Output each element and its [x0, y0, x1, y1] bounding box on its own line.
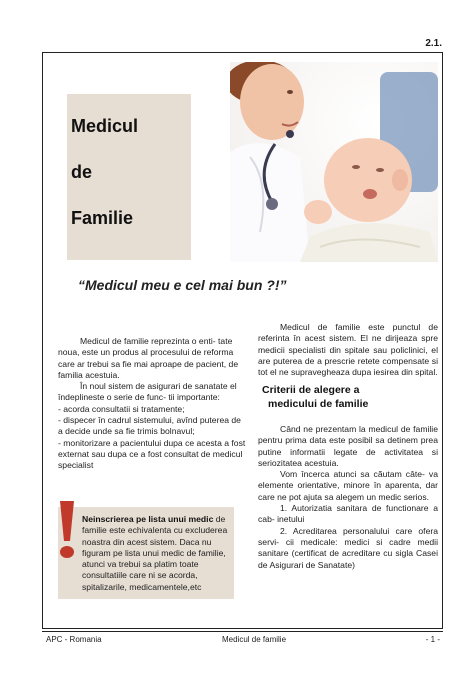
- bullet-item: - acorda consultatii si tratamente;: [58, 403, 185, 414]
- criteria-body: [258, 424, 438, 571]
- footer-rule: [42, 631, 443, 632]
- note-body: de familie este echivalenta cu excluderea noastra din acest sistem. Daca nu figuram pe lista unui medic de familie, atunci va trebui sa platim toate consultatiile care ni se acorda, spitalizarile, medicamentele,etc: [82, 514, 228, 592]
- footer-right: - 1 -: [425, 635, 440, 644]
- footer-left: APC - Romania: [46, 635, 102, 644]
- bullet-item: - dispecer în cadrul sistemului, avînd puterea de a decide unde sa fie trimis bolnavul;: [58, 415, 241, 437]
- criteria-heading-line-2: medicului de familie: [268, 398, 369, 410]
- criteria-item-1: 1. Autorizatia sanitara de functionare a cab- inetului: [258, 503, 438, 525]
- left-column: [58, 336, 246, 472]
- left-paragraph-2: În noul sistem de asigurari de sanatate el îndeplineste o serie de func- tii importante:: [58, 381, 237, 403]
- bullet-item: - monitorizare a pacientului dupa ce acesta a fost externat sau dupa ce a fost consultat de medicul specialist: [58, 437, 246, 471]
- criteria-paragraph-2: Vom încerca atunci sa cãutam câte- va elemente orientative, minore în aparenta, dar care ne pot ajuta sa alegem un medic serios.: [258, 469, 438, 502]
- left-paragraph-1: Medicul de familie reprezinta o enti- tate noua, este un produs al procesului de reforma care ar trebui sa fie mai aproape de pacient, de familia acestuia.: [58, 336, 239, 380]
- right-column: [258, 322, 438, 378]
- title-line-3: Familie: [71, 208, 134, 228]
- title-line-2: de: [71, 162, 93, 182]
- title-line-1: Medicul: [71, 116, 139, 136]
- criteria-heading: [262, 383, 422, 411]
- note-bold-intro: Neinscrierea pe lista unui medic: [82, 514, 214, 524]
- doctor-baby-photo: [230, 62, 438, 262]
- title-box: [67, 94, 191, 260]
- criteria-heading-line-1: Criterii de alegere a: [262, 384, 360, 396]
- criteria-item-2: 2. Acreditarea personalului care ofera servi- cii medicale: medici si cadre medii sanitare (certificat de acreditare cu sigla Casei de Asigurari de Sanatate): [258, 525, 438, 570]
- footer-center: Medicul de familie: [222, 635, 287, 644]
- slogan: “Medicul meu e cel mai bun ?!”: [78, 277, 287, 293]
- criteria-paragraph-1: Când ne prezentam la medicul de familie pentru prima data este posibil sa detinem prea putine informatii legate de activitatea si seriozitatea acestuia.: [258, 424, 438, 468]
- right-paragraph-1: Medicul de familie este punctul de referinta în acest sistem. El ne dirijeaza spre medicii specialisti din spitale sau policlinici, el are puterea de a prescrie retete compensate si tot el ne supravegheaza dupa iesirea din spital.: [258, 322, 438, 378]
- note-text: [58, 514, 234, 593]
- page-number: 2.1.: [425, 38, 442, 49]
